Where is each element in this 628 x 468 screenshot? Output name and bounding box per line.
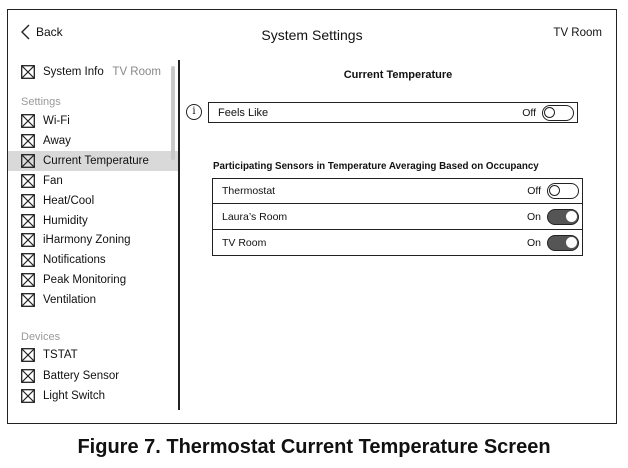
- toggle-knob: [549, 185, 560, 196]
- sidebar-item-label: Heat/Cool: [43, 194, 95, 207]
- sensor-row-thermostat: [212, 178, 583, 204]
- sidebar-item-current-temperature[interactable]: [8, 151, 178, 171]
- checkbox-x-icon: [21, 293, 35, 307]
- sensor-toggle[interactable]: [547, 209, 579, 225]
- sidebar-item-label: Notifications: [43, 254, 106, 267]
- figure-caption: Figure 7. Thermostat Current Temperature Screen: [77, 436, 551, 458]
- checkbox-x-icon: [21, 134, 35, 148]
- sensor-label: TV Room: [222, 236, 267, 249]
- sidebar-item-label: Peak Monitoring: [43, 274, 127, 287]
- sensor-state: Off: [527, 185, 541, 197]
- settings-section-header: Settings: [21, 96, 61, 108]
- sensor-label: Thermostat: [222, 185, 276, 197]
- sensor-toggle[interactable]: [547, 235, 579, 251]
- checkbox-x-icon: [21, 154, 35, 168]
- checkbox-x-icon: [21, 65, 35, 79]
- checkbox-x-icon: [21, 114, 35, 128]
- sensor-table: [212, 178, 583, 256]
- checkbox-x-icon: [21, 389, 35, 403]
- sidebar-item-label: Humidity: [43, 214, 88, 227]
- sensors-header: Participating Sensors in Temperature Averaging Based on Occupancy: [213, 161, 539, 172]
- toggle-knob: [566, 211, 577, 222]
- checkbox-x-icon: [21, 233, 35, 247]
- sidebar-item-meta: TV Room: [112, 66, 161, 78]
- sidebar-item-peak-monitoring[interactable]: [21, 270, 171, 290]
- sidebar-item-label: Light Switch: [43, 390, 106, 402]
- feels-like-row: [208, 102, 578, 123]
- sensor-row-tv-room: [212, 230, 583, 256]
- info-icon[interactable]: i: [186, 104, 202, 120]
- checkbox-x-icon: [21, 174, 35, 188]
- toggle-knob: [544, 107, 555, 118]
- sidebar-item-notifications[interactable]: [21, 250, 171, 270]
- sidebar-item-ventilation[interactable]: [21, 290, 171, 310]
- checkbox-x-icon: [21, 214, 35, 228]
- sensor-row-laura-s-room: [212, 204, 583, 230]
- feels-like-state: Off: [522, 106, 536, 119]
- sidebar-item-humidity[interactable]: [21, 211, 171, 231]
- page-title: System Settings: [261, 27, 363, 43]
- back-label: Back: [36, 25, 63, 39]
- sensor-toggle[interactable]: [547, 183, 579, 199]
- sidebar-item-system-info[interactable]: [21, 62, 171, 82]
- sensor-state: On: [526, 236, 541, 249]
- checkbox-x-icon: [21, 273, 35, 287]
- sidebar: [21, 10, 179, 420]
- sidebar-item-label: Away: [43, 134, 71, 147]
- section-title: Current Temperature: [343, 69, 453, 81]
- sidebar-item-battery-sensor[interactable]: [21, 366, 171, 386]
- sidebar-item-label: System Info: [43, 66, 104, 78]
- devices-section-header: Devices: [21, 331, 61, 343]
- sidebar-item-label: iHarmony Zoning: [43, 234, 131, 247]
- sidebar-item-label: Battery Sensor: [43, 369, 120, 382]
- toggle-knob: [566, 237, 577, 248]
- checkbox-x-icon: [21, 369, 35, 383]
- feels-like-label: Feels Like: [218, 106, 269, 119]
- sidebar-item-heat-cool[interactable]: [21, 191, 171, 211]
- feels-like-toggle[interactable]: [542, 105, 574, 121]
- sidebar-item-label: Ventilation: [43, 294, 97, 307]
- checkbox-x-icon: [21, 348, 35, 362]
- checkbox-x-icon: [21, 194, 35, 208]
- sidebar-item-away[interactable]: [21, 131, 171, 151]
- sidebar-item-label: Wi-Fi: [43, 115, 70, 127]
- sidebar-item-wi-fi[interactable]: [21, 111, 171, 131]
- sidebar-item-fan[interactable]: [21, 171, 171, 191]
- room-label: TV Room: [553, 27, 602, 39]
- checkbox-x-icon: [21, 253, 35, 267]
- sidebar-scrollbar[interactable]: [171, 66, 175, 160]
- sidebar-item-tstat[interactable]: [21, 345, 171, 365]
- sidebar-item-label: TSTAT: [43, 349, 78, 361]
- device-screen: [7, 9, 617, 424]
- main-panel: [180, 60, 616, 420]
- sidebar-item-iharmony-zoning[interactable]: [21, 230, 171, 250]
- sidebar-item-label: Current Temperature: [43, 154, 149, 167]
- sensor-label: Laura’s Room: [222, 210, 288, 223]
- sensor-state: On: [526, 210, 541, 223]
- sidebar-item-label: Fan: [43, 174, 63, 187]
- sidebar-item-light-switch[interactable]: [21, 386, 171, 406]
